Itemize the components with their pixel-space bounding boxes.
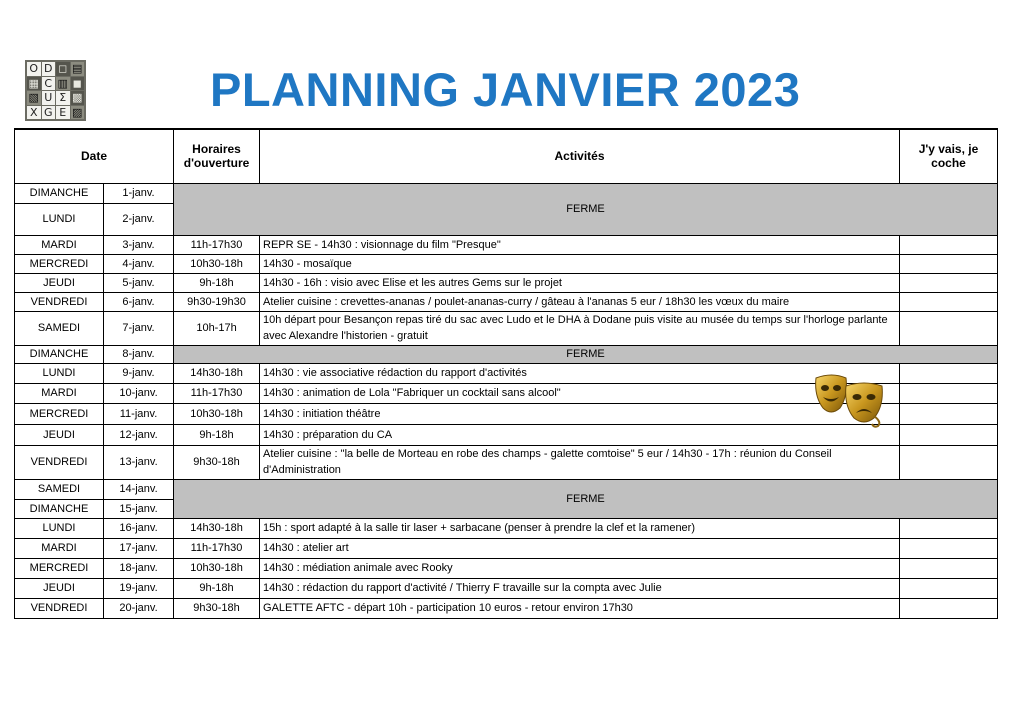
header-activities: Activités bbox=[260, 129, 900, 183]
activity-cell: 14h30 : initiation théâtre bbox=[260, 403, 900, 424]
activity-cell: 14h30 : vie associative rédaction du rapport d'activités bbox=[260, 363, 900, 383]
date-cell: 18-janv. bbox=[104, 558, 174, 578]
hours-cell: 11h-17h30 bbox=[174, 235, 260, 254]
hours-cell: 10h-17h bbox=[174, 311, 260, 345]
check-cell[interactable] bbox=[900, 254, 998, 273]
day-cell: VENDREDI bbox=[15, 292, 104, 311]
day-cell: LUNDI bbox=[15, 363, 104, 383]
closed-cell: FERME bbox=[174, 479, 998, 518]
hours-cell: 14h30-18h bbox=[174, 363, 260, 383]
day-cell: MERCREDI bbox=[15, 558, 104, 578]
check-cell[interactable] bbox=[900, 292, 998, 311]
day-cell: MERCREDI bbox=[15, 403, 104, 424]
header-hours: Horaires d'ouverture bbox=[174, 129, 260, 183]
logo-cell: ▩ bbox=[72, 91, 83, 105]
day-cell: SAMEDI bbox=[15, 311, 104, 345]
day-cell: JEUDI bbox=[15, 273, 104, 292]
activity-cell: 14h30 : animation de Lola "Fabriquer un cocktail sans alcool" bbox=[260, 383, 900, 403]
hours-cell: 9h-18h bbox=[174, 424, 260, 445]
date-cell: 17-janv. bbox=[104, 538, 174, 558]
theatre-masks-icon bbox=[812, 372, 888, 428]
date-cell: 3-janv. bbox=[104, 235, 174, 254]
day-cell: MARDI bbox=[15, 383, 104, 403]
date-cell: 2-janv. bbox=[104, 203, 174, 235]
hours-cell: 9h-18h bbox=[174, 273, 260, 292]
logo-cell: D bbox=[42, 62, 56, 76]
logo-cell: ▧ bbox=[28, 91, 39, 105]
logo-cell: G bbox=[42, 106, 56, 120]
check-cell[interactable] bbox=[900, 518, 998, 538]
date-cell: 16-janv. bbox=[104, 518, 174, 538]
hours-cell: 9h30-18h bbox=[174, 598, 260, 618]
logo-cell: ▥ bbox=[57, 76, 68, 90]
hours-cell: 11h-17h30 bbox=[174, 383, 260, 403]
logo-cell: E bbox=[56, 106, 70, 120]
logo-cell: U bbox=[42, 91, 56, 105]
day-cell: LUNDI bbox=[15, 518, 104, 538]
day-cell: MERCREDI bbox=[15, 254, 104, 273]
logo-cell: Σ bbox=[56, 91, 70, 105]
date-cell: 13-janv. bbox=[104, 445, 174, 479]
day-cell: SAMEDI bbox=[15, 479, 104, 499]
date-cell: 8-janv. bbox=[104, 345, 174, 363]
date-cell: 7-janv. bbox=[104, 311, 174, 345]
hours-cell: 10h30-18h bbox=[174, 558, 260, 578]
date-cell: 19-janv. bbox=[104, 578, 174, 598]
date-cell: 5-janv. bbox=[104, 273, 174, 292]
logo-cell: ▤ bbox=[72, 62, 83, 76]
check-cell[interactable] bbox=[900, 273, 998, 292]
header-date: Date bbox=[15, 129, 174, 183]
check-cell[interactable] bbox=[900, 363, 998, 383]
day-cell: JEUDI bbox=[15, 578, 104, 598]
check-cell[interactable] bbox=[900, 445, 998, 479]
activity-cell: 14h30 : médiation animale avec Rooky bbox=[260, 558, 900, 578]
activity-cell: 10h départ pour Besançon repas tiré du sac avec Ludo et le DHA à Dodane puis visite au musée du temps sur l'horloge parlante avec Alexandre l'historien - gratuit bbox=[260, 311, 900, 345]
activity-cell: REPR SE - 14h30 : visionnage du film "Presque" bbox=[260, 235, 900, 254]
page-title: PLANNING JANVIER 2023 bbox=[210, 63, 801, 116]
closed-cell: FERME bbox=[174, 183, 998, 235]
date-cell: 14-janv. bbox=[104, 479, 174, 499]
hours-cell: 9h30-18h bbox=[174, 445, 260, 479]
check-cell[interactable] bbox=[900, 558, 998, 578]
activity-cell: Atelier cuisine : "la belle de Morteau en robe des champs - galette comtoise" 5 eur / 14h30 - 17h : réunion du Conseil d'Administration bbox=[260, 445, 900, 479]
date-cell: 10-janv. bbox=[104, 383, 174, 403]
logo-cell: O bbox=[27, 62, 41, 76]
date-cell: 9-janv. bbox=[104, 363, 174, 383]
activity-cell: 15h : sport adapté à la salle tir laser + sarbacane (penser à prendre la clef et la ramener) bbox=[260, 518, 900, 538]
check-cell[interactable] bbox=[900, 598, 998, 618]
check-cell[interactable] bbox=[900, 383, 998, 403]
check-cell[interactable] bbox=[900, 311, 998, 345]
day-cell: MARDI bbox=[15, 538, 104, 558]
hours-cell: 10h30-18h bbox=[174, 403, 260, 424]
day-cell: DIMANCHE bbox=[15, 183, 104, 203]
hours-cell: 10h30-18h bbox=[174, 254, 260, 273]
activity-cell: GALETTE AFTC - départ 10h - participation 10 euros - retour environ 17h30 bbox=[260, 598, 900, 618]
day-cell: LUNDI bbox=[15, 203, 104, 235]
date-cell: 1-janv. bbox=[104, 183, 174, 203]
check-cell[interactable] bbox=[900, 424, 998, 445]
logo-cell: ◼ bbox=[71, 77, 85, 91]
check-cell[interactable] bbox=[900, 538, 998, 558]
date-cell: 4-janv. bbox=[104, 254, 174, 273]
check-cell[interactable] bbox=[900, 403, 998, 424]
logo-cell: C bbox=[42, 77, 56, 91]
date-cell: 6-janv. bbox=[104, 292, 174, 311]
logo-cell: ▨ bbox=[72, 105, 83, 119]
logo-cell: ◻ bbox=[56, 62, 70, 76]
hours-cell: 9h-18h bbox=[174, 578, 260, 598]
hours-cell: 11h-17h30 bbox=[174, 538, 260, 558]
activity-cell: 14h30 : rédaction du rapport d'activité / Thierry F travaille sur la compta avec Julie bbox=[260, 578, 900, 598]
activity-cell: 14h30 : atelier art bbox=[260, 538, 900, 558]
day-cell: VENDREDI bbox=[15, 445, 104, 479]
hours-cell: 14h30-18h bbox=[174, 518, 260, 538]
day-cell: DIMANCHE bbox=[15, 499, 104, 518]
day-cell: JEUDI bbox=[15, 424, 104, 445]
closed-cell: FERME bbox=[174, 345, 998, 363]
check-cell[interactable] bbox=[900, 235, 998, 254]
header-check: J'y vais, je coche bbox=[900, 129, 998, 183]
hours-cell: 9h30-19h30 bbox=[174, 292, 260, 311]
activity-cell: 14h30 : préparation du CA bbox=[260, 424, 900, 445]
day-cell: VENDREDI bbox=[15, 598, 104, 618]
date-cell: 11-janv. bbox=[104, 403, 174, 424]
activity-cell: 14h30 - 16h : visio avec Elise et les autres Gems sur le projet bbox=[260, 273, 900, 292]
activity-cell: Atelier cuisine : crevettes-ananas / poulet-ananas-curry / gâteau à l'ananas 5 eur / 18h30 les vœux du maire bbox=[260, 292, 900, 311]
day-cell: MARDI bbox=[15, 235, 104, 254]
logo-cell: ▦ bbox=[28, 76, 39, 90]
logo-cell: X bbox=[27, 106, 41, 120]
activity-cell: 14h30 - mosaïque bbox=[260, 254, 900, 273]
date-cell: 15-janv. bbox=[104, 499, 174, 518]
date-cell: 20-janv. bbox=[104, 598, 174, 618]
logo bbox=[25, 60, 86, 121]
date-cell: 12-janv. bbox=[104, 424, 174, 445]
check-cell[interactable] bbox=[900, 578, 998, 598]
day-cell: DIMANCHE bbox=[15, 345, 104, 363]
